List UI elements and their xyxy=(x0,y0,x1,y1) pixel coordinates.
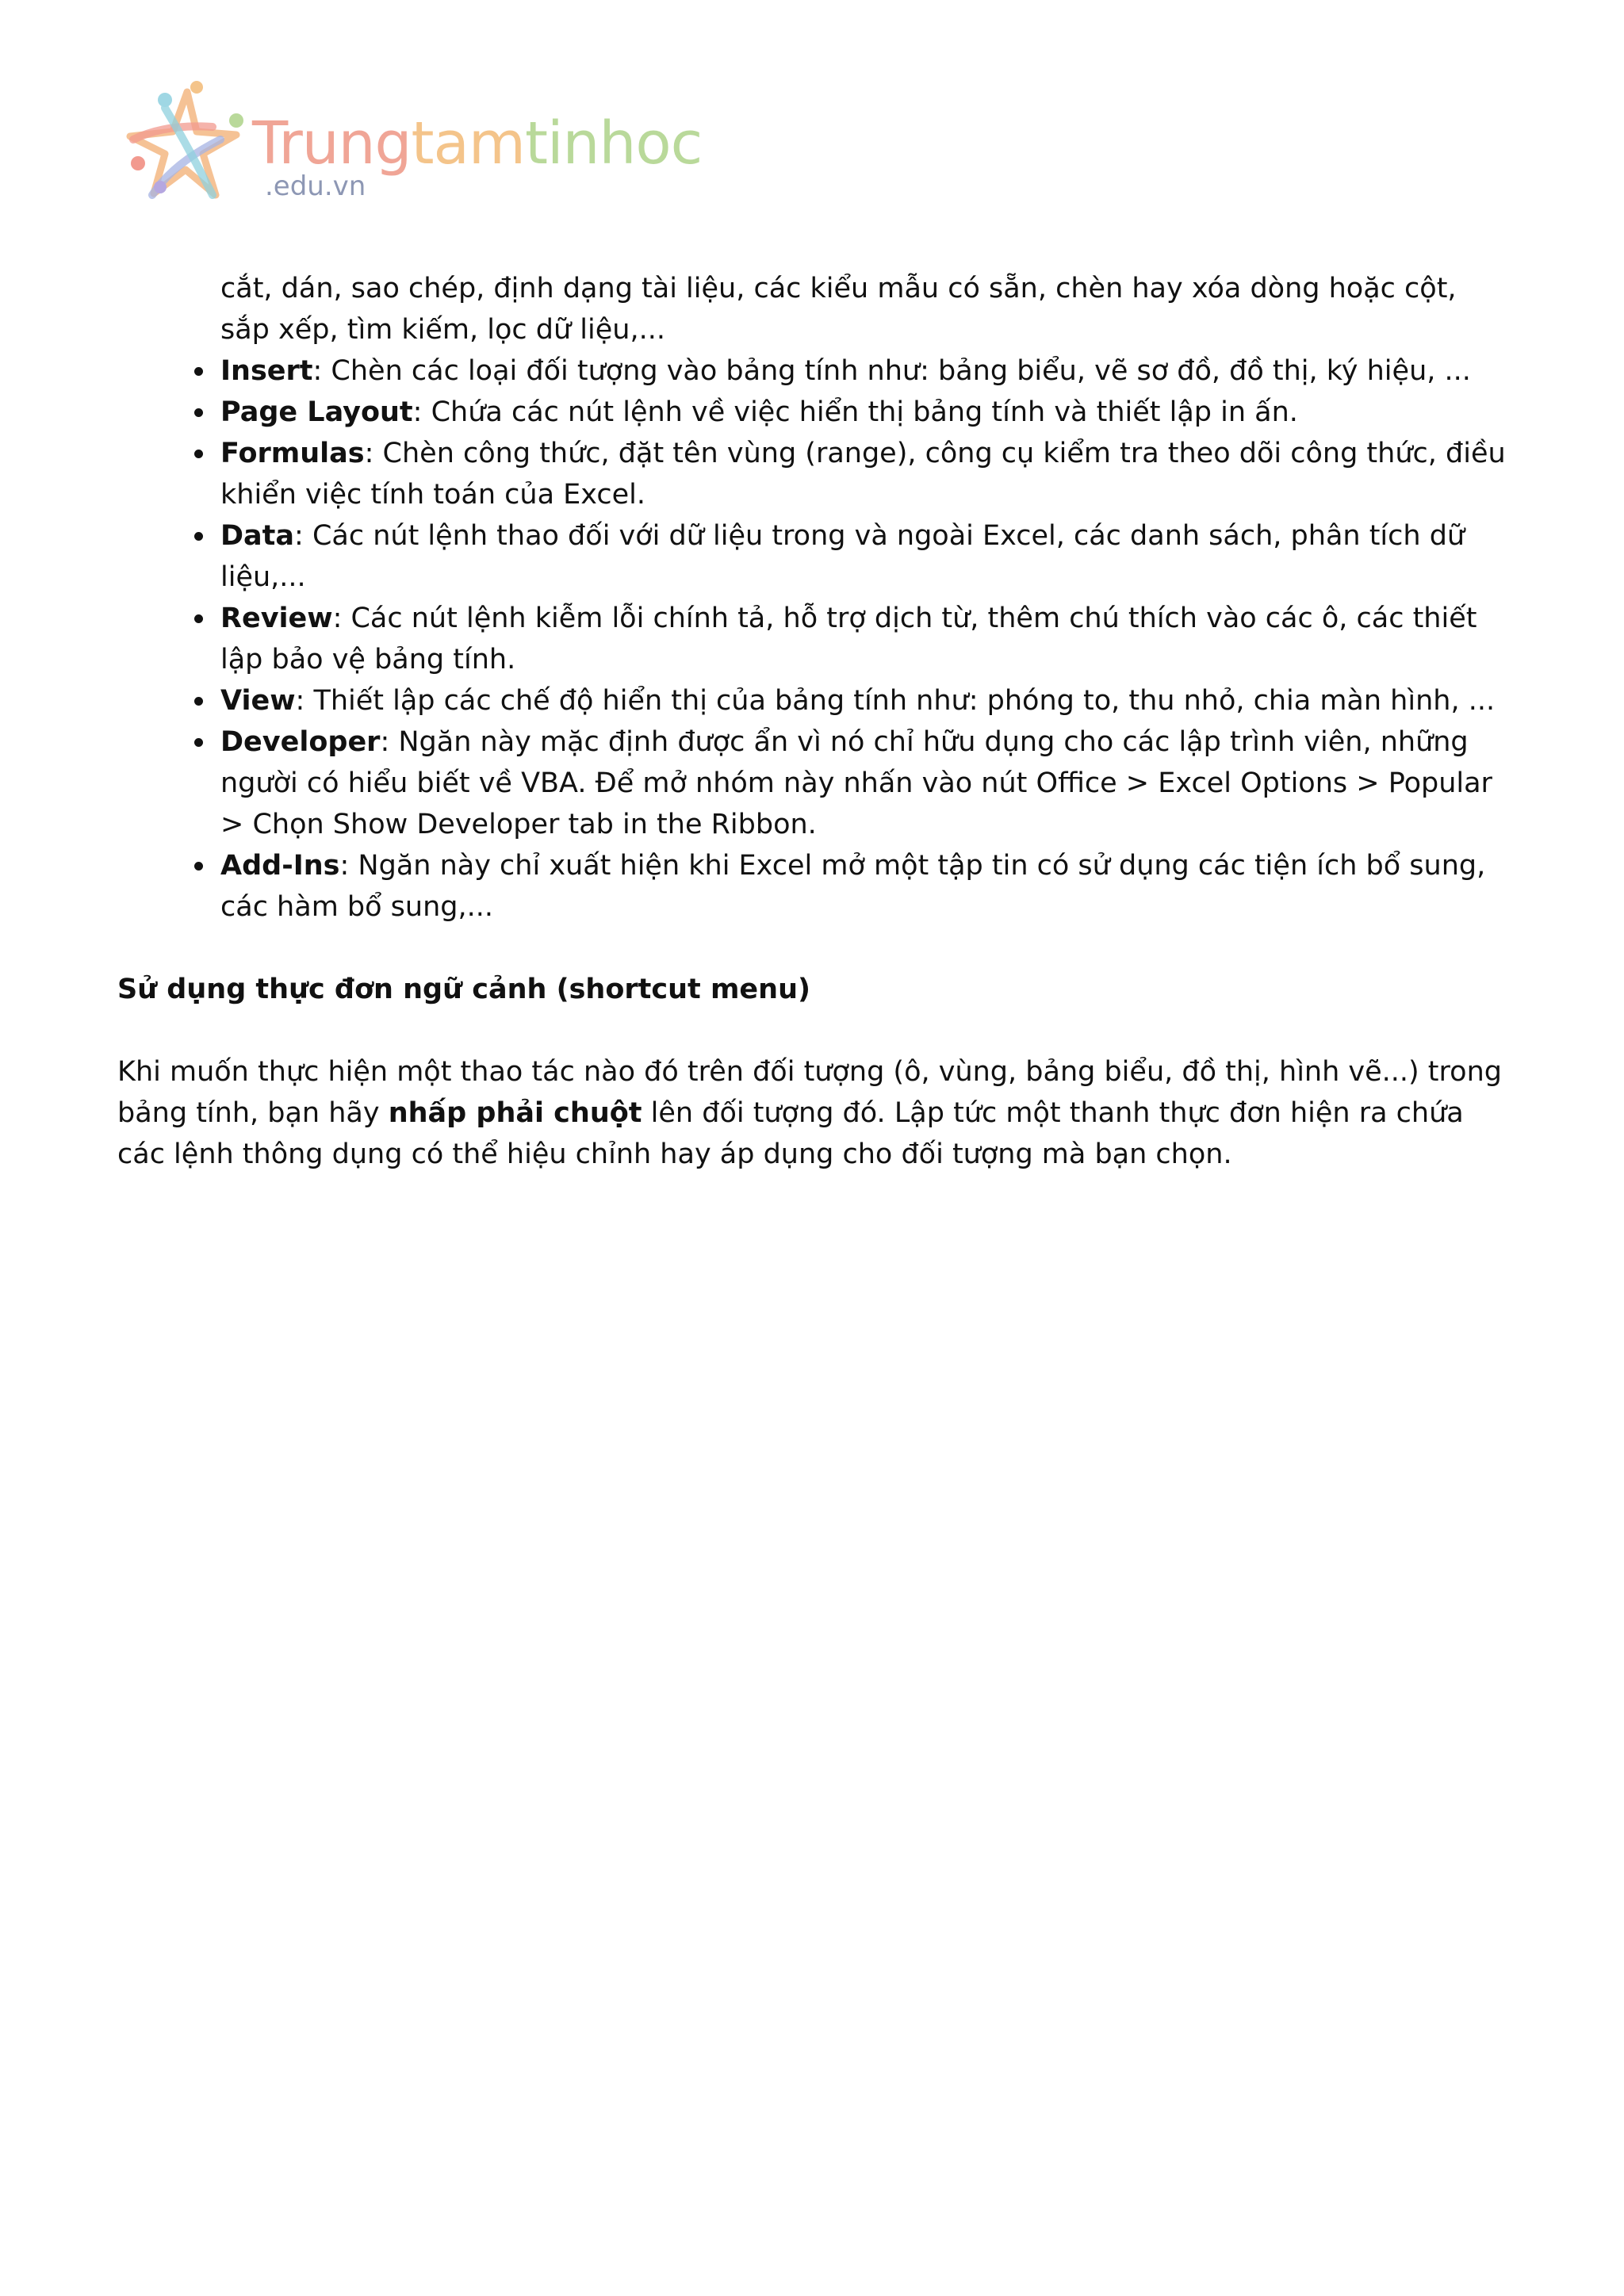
list-item xyxy=(220,392,1513,433)
item-desc: : Ngăn này mặc định được ẩn vì nó chỉ hữu dụng cho các lập trình viên, những người có hiểu biết về VBA. Để mở nhóm này nhấn vào nút Office > Excel Options > Popular > Chọn Show Developer tab in the Ribbon. xyxy=(220,726,1492,840)
list-item xyxy=(220,680,1513,721)
item-term: Data xyxy=(220,520,295,552)
item-term: Review xyxy=(220,603,333,634)
paragraph-text: Khi muốn thực hiện một thao tác nào đó trên đối tượng (ô, vùng, bảng biểu, đồ thị, hình vẽ...) trong bảng tính, bạn hãy xyxy=(117,1056,1502,1129)
star-logo-icon xyxy=(117,76,252,211)
item-term: Formulas xyxy=(220,438,365,469)
item-term: Developer xyxy=(220,726,381,758)
continuation-text: cắt, dán, sao chép, định dạng tài liệu, các kiểu mẫu có sẵn, chèn hay xóa dòng hoặc cột, sắp xếp, tìm kiếm, lọc dữ liệu,... xyxy=(220,273,1457,346)
list-item xyxy=(220,515,1513,598)
item-desc: : Chèn các loại đối tượng vào bảng tính như: bảng biểu, vẽ sơ đồ, đồ thị, ký hiệu, ... xyxy=(312,355,1471,387)
item-desc: : Thiết lập các chế độ hiển thị của bảng tính như: phóng to, thu nhỏ, chia màn hình, ... xyxy=(295,685,1496,717)
list-item xyxy=(220,350,1513,392)
list-item xyxy=(220,598,1513,680)
section-heading: Sử dụng thực đơn ngữ cảnh (shortcut menu) xyxy=(117,974,810,1005)
logo-domain: .edu.vn xyxy=(265,170,366,202)
list-item xyxy=(220,721,1513,845)
list-item xyxy=(220,845,1513,928)
paragraph-text: lên đối tượng đó. Lập tức một thanh thực đơn hiện ra chứa các lệnh thông dụng có thể hiệu chỉnh hay áp dụng cho đối tượng mà bạn chọn. xyxy=(117,1097,1464,1170)
item-desc: : Các nút lệnh kiễm lỗi chính tả, hỗ trợ dịch từ, thêm chú thích vào các ô, các thiết lập bảo vệ bảng tính. xyxy=(220,603,1477,675)
item-term: View xyxy=(220,685,296,717)
logo-wordmark: Trungtamtinhoc xyxy=(252,109,703,178)
paragraph-emphasis: nhấp phải chuột xyxy=(388,1097,642,1129)
document-body xyxy=(117,268,1513,1175)
list-item xyxy=(220,433,1513,515)
item-term: Page Layout xyxy=(220,396,413,428)
body-paragraph xyxy=(117,1051,1513,1175)
ribbon-tab-list xyxy=(117,350,1513,928)
item-desc: : Chèn công thức, đặt tên vùng (range), công cụ kiểm tra theo dõi công thức, điều khiển việc tính toán của Excel. xyxy=(220,438,1506,511)
item-desc: : Các nút lệnh thao đối với dữ liệu trong và ngoài Excel, các danh sách, phân tích dữ liệu,... xyxy=(220,520,1465,593)
item-term: Insert xyxy=(220,355,313,387)
item-desc: : Chứa các nút lệnh về việc hiển thị bảng tính và thiết lập in ấn. xyxy=(412,396,1298,428)
site-logo xyxy=(117,76,703,219)
item-term: Add-Ins xyxy=(220,850,340,882)
item-desc: : Ngăn này chỉ xuất hiện khi Excel mở một tập tin có sử dụng các tiện ích bổ sung, các hàm bổ sung,... xyxy=(220,850,1486,923)
